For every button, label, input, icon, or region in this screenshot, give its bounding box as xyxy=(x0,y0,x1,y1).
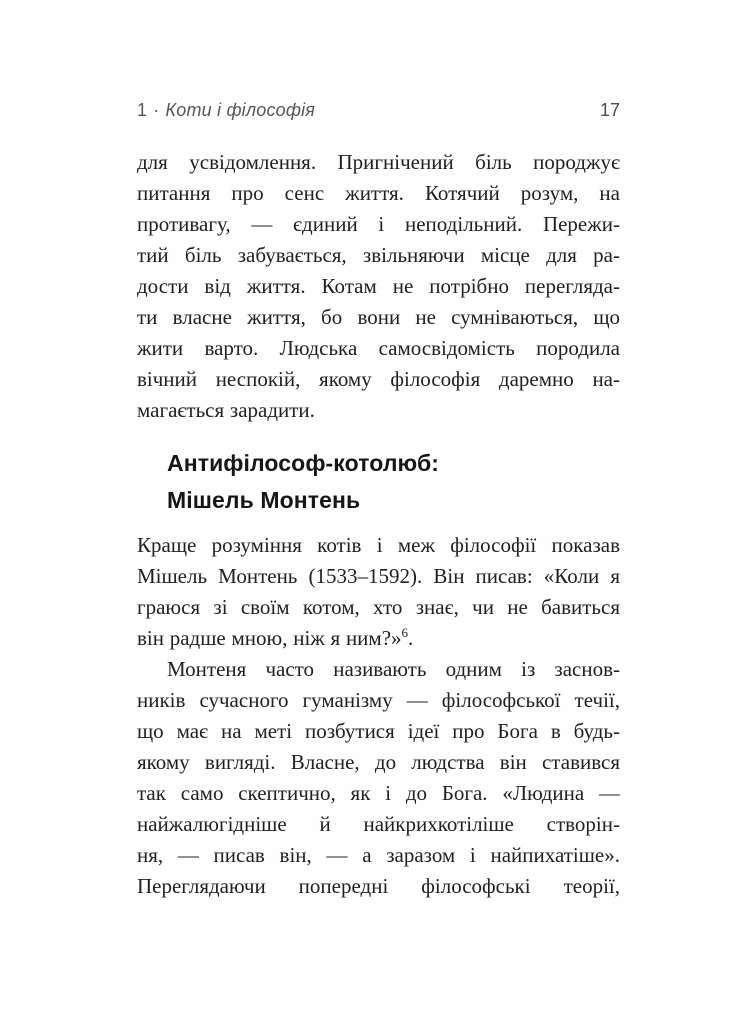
chapter-separator-dot: · xyxy=(153,100,160,120)
chapter-title: Коти і філософія xyxy=(165,100,316,120)
text-line: ників сучасного гуманізму — філософської течії, xyxy=(137,688,620,712)
text-line: дости від життя. Котам не потрібно перегляда- xyxy=(137,274,620,298)
text-line: ня, — писав він, — а заразом і найпихатіше». xyxy=(137,843,620,867)
paragraph-humanism xyxy=(137,654,620,902)
text-block xyxy=(137,147,620,902)
section-heading-line: Мішель Монтень xyxy=(167,487,361,513)
sentence-period: . xyxy=(408,626,414,650)
text-line: найжалюгідніше й найкрихкотіліше створін- xyxy=(137,812,620,836)
text-line: ти власне життя, бо вони не сумніваються, що xyxy=(137,305,620,329)
text-line: тий біль забувається, звільняючи місце для ра- xyxy=(137,243,620,267)
text-line: граюся зі своїм котом, хто знає, чи не бавиться xyxy=(137,595,620,619)
text-line: жити варто. Людська самосвідомість породила xyxy=(137,336,620,360)
text-line: якому вигляді. Власне, до людства він ставився xyxy=(137,750,620,774)
text-line: противагу, — єдиний і неподільний. Пережи- xyxy=(137,212,620,236)
quote-text: він радше мною, ніж я ним?» xyxy=(137,626,402,650)
chapter-label xyxy=(137,100,315,121)
section-heading xyxy=(137,445,620,519)
text-line: вічний неспокій, якому філософія даремно на- xyxy=(137,367,620,391)
text-line xyxy=(137,623,620,654)
section-heading-line: Антифілософ-котолюб: xyxy=(167,450,440,476)
footnote-reference[interactable]: 6 xyxy=(401,625,409,640)
chapter-number: 1 xyxy=(137,100,148,120)
text-line: Краще розуміння котів і меж філософії показав xyxy=(137,533,620,557)
paragraph-montaigne xyxy=(137,530,620,654)
page-number: 17 xyxy=(599,100,620,120)
text-line: для усвідомлення. Пригнічений біль породжує xyxy=(137,150,620,174)
text-line: що має на меті позбутися ідеї про Бога в будь- xyxy=(137,719,620,743)
text-line: питання про сенс життя. Котячий розум, на xyxy=(137,181,620,205)
text-line: так само скептично, як і до Бога. «Людина — xyxy=(137,781,620,805)
text-line: Мішель Монтень (1533–1592). Він писав: «Коли я xyxy=(137,564,620,588)
paragraph-continuation xyxy=(137,147,620,426)
text-line: Переглядаючи попередні філософські теорії, xyxy=(137,874,620,898)
text-line: Монтеня часто називають одним із заснов- xyxy=(167,657,620,681)
text-line: магається зарадити. xyxy=(137,398,315,422)
running-head xyxy=(137,100,620,121)
